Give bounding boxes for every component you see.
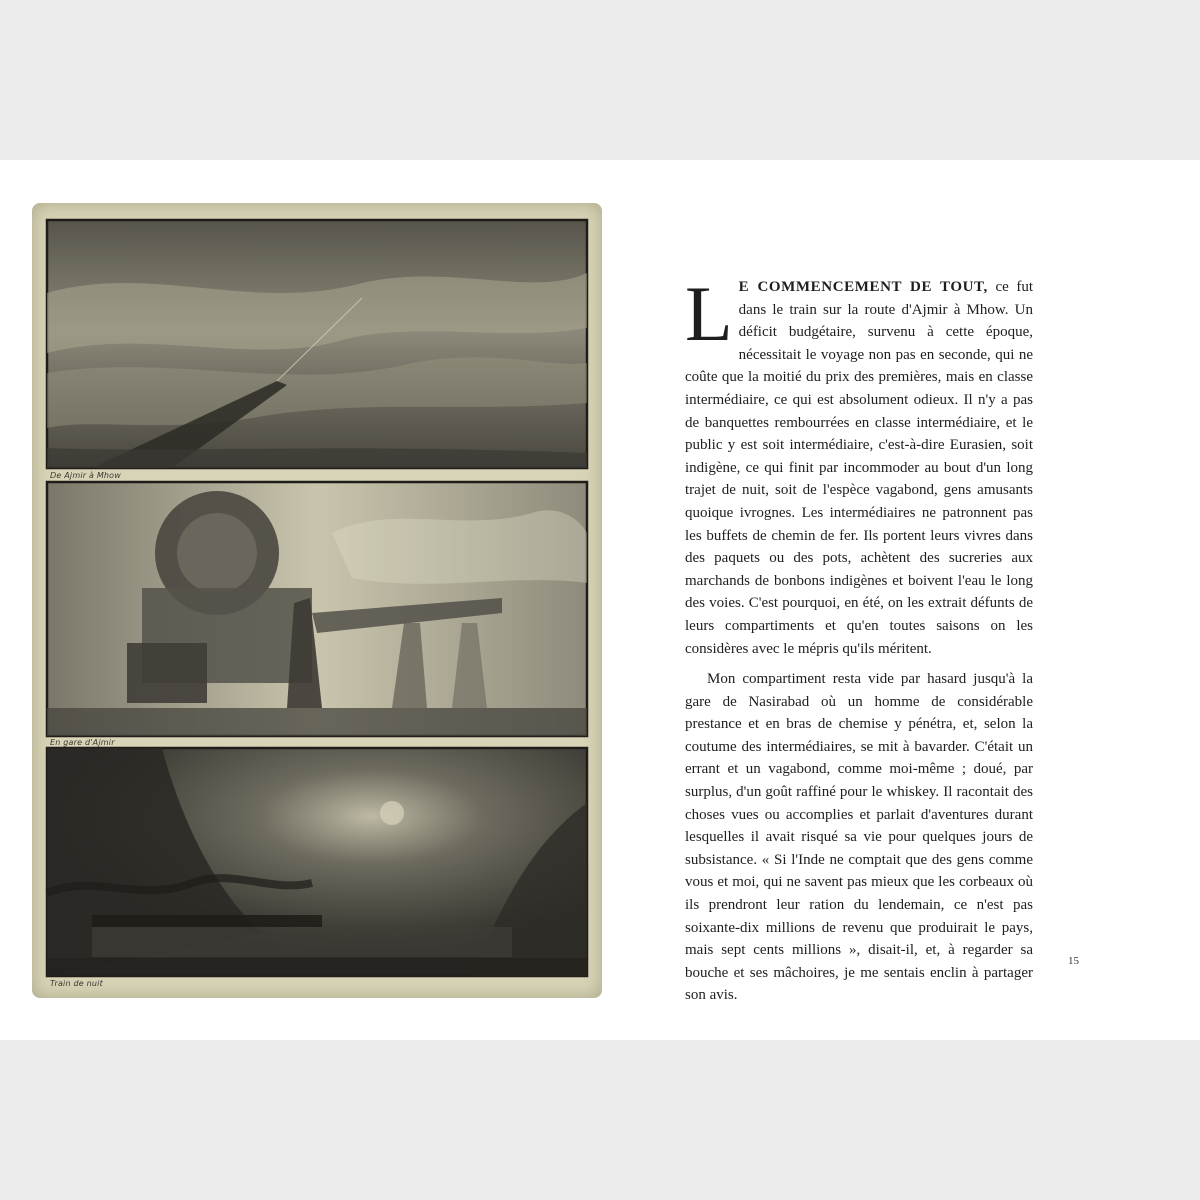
panel-1: [47, 220, 587, 468]
panel-1-caption: De Ajmir à Mhow: [50, 471, 122, 480]
paragraph-1-body: ce fut dans le train sur la route d'Ajmir à Mhow. Un déficit budgétaire, survenu à cette époque, nécessitait le voyage non pas en seconde, qui ne coûte que la moitié du prix des premières, mais en classe intermédiaire, ce qui est absolument odieux. Il n'y a pas de banquettes rembourrées en classe intermédiaire, et le public y est soit intermédiaire, c'est-à-dire Eurasien, soit indigène, ce qui finit par incommoder au bout d'un long trajet de nuit, soit de l'espèce vagabond, gens amusants quoique ivrognes. Les intermédiaires ne patronnent pas les buffets de chemin de fer. Ils portent leurs vivres dans des paquets ou des pots, achètent des sucreries aux marchands de bonbons indigènes et boivent l'eau le long des voies. C'est pourquoi, en été, on les extrait défunts de leurs compartiments et qu'en toutes saisons on les considères avec le mépris qu'ils méritent.: [685, 279, 1033, 657]
paragraph-2: Mon compartiment resta vide par hasard jusqu'à la gare de Nasirabad où un homme de considérable prestance et en bras de chemise y pénétra, et, selon la coutume des intermédiaires, se mit à bavarder. C'était un errant et un vagabond, comme moi-même ; doué, par surplus, d'un goût raffiné pour le whiskey. Il racontait des choses vues ou accomplies et parlait d'aventures durant lesquelles il avait risqué sa vie pour quelques jours de subsistance. « Si l'Inde ne comptait que des gens comme vous et moi, qui ne savent pas mieux que les corbeaux où ils prendront leur ration du lendemain, ce n'est pas soixante-dix millions de revenu que produirait le pays, mais sept cents millions », disait-il, et, à regarder sa bouche et ses mâchoires, je me sentais enclin à partager son avis.: [685, 671, 1033, 1004]
panel-2: [47, 482, 587, 736]
panel-2-caption: En gare d'Ajmir: [50, 738, 115, 747]
sketch-illustration: [32, 203, 602, 998]
paragraph-1: [685, 270, 1033, 660]
panel-3: [47, 748, 587, 976]
sketch-artwork-svg: [32, 203, 602, 998]
book-spread: [0, 160, 1200, 1040]
drop-cap: L: [685, 270, 733, 357]
panel-3-caption: Train de nuit: [50, 979, 103, 988]
lead-in-small-caps: E COMMENCEMENT DE TOUT,: [738, 279, 988, 295]
chapter-text: [685, 270, 1033, 1007]
page-number: 15: [1068, 955, 1079, 967]
